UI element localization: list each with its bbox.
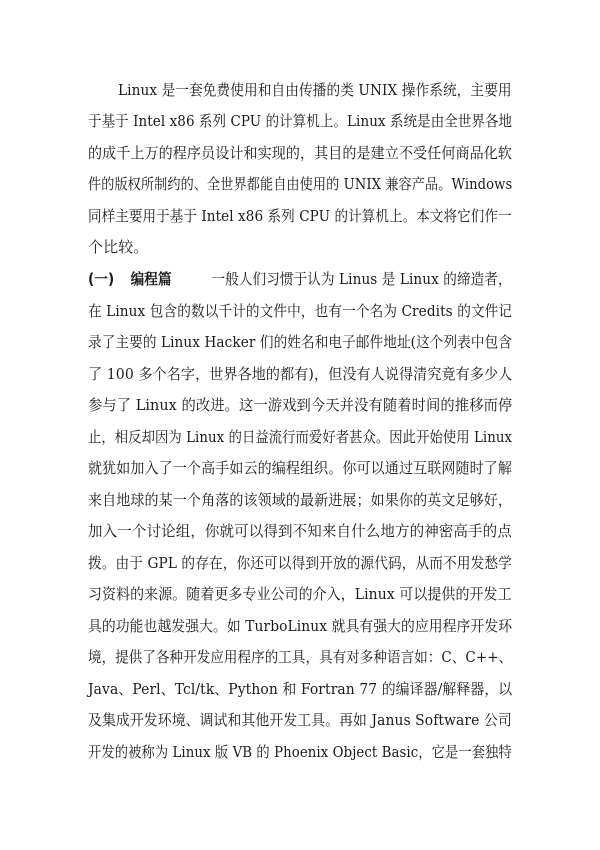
- paragraph-line: Java、Perl、Tcl/tk、Python 和 Fortran 77 的编译器/解释器，以: [88, 680, 513, 698]
- paragraph-line: 加入一个讨论组，你就可以得到不知来自什么地方的神密高手的点: [88, 522, 512, 540]
- paragraph-line: 止，相反却因为 Linux 的日益流行而爱好者甚众。因此开始使用 Linux: [88, 428, 513, 446]
- section-heading-line: [88, 266, 512, 292]
- paragraph-line: 的成千上万的程序员设计和实现的，其目的是建立不受任何商品化软: [88, 144, 513, 162]
- paragraph-line: 就犹如加入了一个高手如云的编程组织。你可以通过互联网随时了解: [88, 459, 513, 477]
- paragraph-line: 境，提供了各种开发应用程序的工具，具有对多种语言如：C、C++、: [88, 648, 513, 666]
- paragraph-line: 习资料的来源。随着更多专业公司的介入，Linux 可以提供的开发工: [88, 585, 512, 603]
- paragraph-line: 参与了 Linux 的改进。这一游戏到今天并没有随着时间的推移而停: [88, 396, 513, 414]
- paragraph-line: 了 100 多个名字，世界各地的都有)，但没有人说得清究竟有多少人: [88, 365, 513, 383]
- paragraph-line: 在 Linux 包含的数以千计的文件中，也有一个名为 Credits 的文件记: [88, 302, 513, 320]
- section-first-line: 一般人们习惯于认为 Linus 是 Linux 的缔造者，: [211, 270, 512, 288]
- paragraph-line: 录了主要的 Linux Hacker 们的姓名和电子邮件地址(这个列表中包含: [88, 333, 513, 351]
- paragraph-line: 件的版权所制约的、全世界都能自由使用的 UNIX 兼容产品。Windows: [88, 175, 513, 193]
- paragraph-line: 个比较。: [88, 238, 149, 256]
- paragraph-line: 于基于 Intel x86 系列 CPU 的计算机上。Linux 系统是由全世界各地: [88, 112, 513, 130]
- section-title: 编程篇: [130, 270, 172, 288]
- paragraph-line: 同样主要用于基于 Intel x86 系列 CPU 的计算机上。本文将它们作一: [88, 207, 512, 225]
- paragraph-line: 及集成开发环境、调试和其他开发工具。再如 Janus Software 公司: [88, 711, 512, 729]
- paragraph-line: Linux 是一套免费使用和自由传播的类 UNIX 操作系统，主要用: [118, 81, 512, 99]
- paragraph-line: 来自地球的某一个角落的该领域的最新进展；如果你的英文足够好，: [88, 491, 513, 509]
- paragraph-line: 具的功能也越发强大。如 TurboLinux 就具有强大的应用程序开发环: [88, 617, 513, 635]
- section-number: (一): [88, 270, 115, 288]
- paragraph-line: 拨。由于 GPL 的存在，你还可以得到开放的源代码，从而不用发愁学: [88, 554, 512, 572]
- paragraph-line: 开发的被称为 Linux 版 VB 的 Phoenix Object Basic，它是一套独特: [88, 743, 512, 761]
